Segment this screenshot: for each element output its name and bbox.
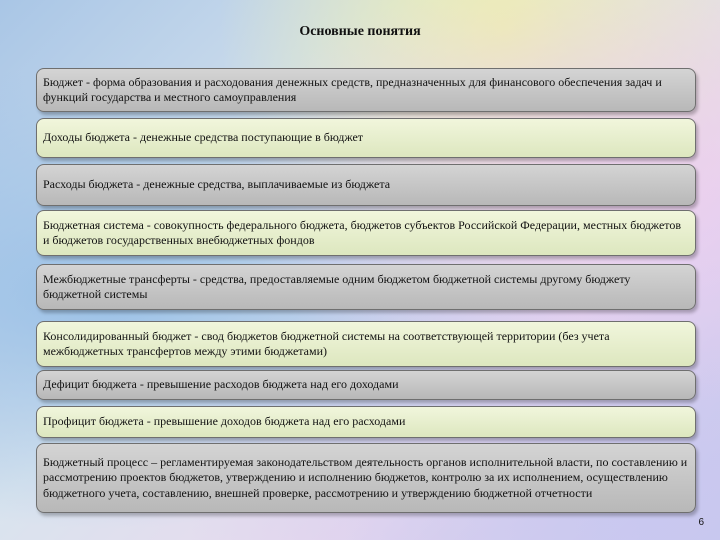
definition-text: Профицит бюджета - превышение доходов бюджета над его расходами bbox=[43, 414, 406, 429]
definition-text: Бюджет - форма образования и расходования денежных средств, предназначенных для финансового обеспечения задач и функций государства и местного самоуправления bbox=[43, 74, 662, 104]
definition-budget-process bbox=[36, 443, 696, 513]
definition-budget-deficit bbox=[36, 370, 696, 400]
definition-text: Межбюджетные трансферты - средства, предоставляемые одним бюджетом бюджетной системы другому бюджету бюджетной системы bbox=[43, 271, 631, 301]
definition-text: Расходы бюджета - денежные средства, выплачиваемые из бюджета bbox=[43, 177, 391, 192]
definition-budget-revenue bbox=[36, 118, 696, 158]
slide-title: Основные понятия bbox=[299, 24, 421, 39]
definition-consolidated-budget bbox=[36, 321, 696, 367]
definition-text: Бюджетная система - совокупность федерального бюджета, бюджетов субъектов Российской Федерации, местных бюджетов и бюджетов государственных внебюджетных фондов bbox=[43, 217, 682, 247]
definition-text: Бюджетный процесс – регламентируемая законодательством деятельность органов исполнительной власти, по составлению и рассмотрению проектов бюджетов, утверждению и исполнению бюджетов, контролю за их исполнением, осуществлению бюджетного учета, составлению, внешней проверке, рассмотрению и утверждению бюджетной отчетности bbox=[43, 454, 688, 500]
definition-budget-surplus bbox=[36, 406, 696, 438]
page-number: 6 bbox=[698, 517, 704, 528]
definition-budget-expenditure bbox=[36, 164, 696, 206]
definition-text: Консолидированный бюджет - свод бюджетов бюджетной системы на соответствующей территории (без учета межбюджетных трансфертов между этими бюджетами) bbox=[43, 328, 610, 358]
definition-interbudget-transfers bbox=[36, 264, 696, 310]
definition-budget-system bbox=[36, 210, 696, 256]
definition-text: Дефицит бюджета - превышение расходов бюджета над его доходами bbox=[43, 377, 399, 392]
definition-budget bbox=[36, 68, 696, 112]
definition-text: Доходы бюджета - денежные средства поступающие в бюджет bbox=[43, 130, 364, 145]
